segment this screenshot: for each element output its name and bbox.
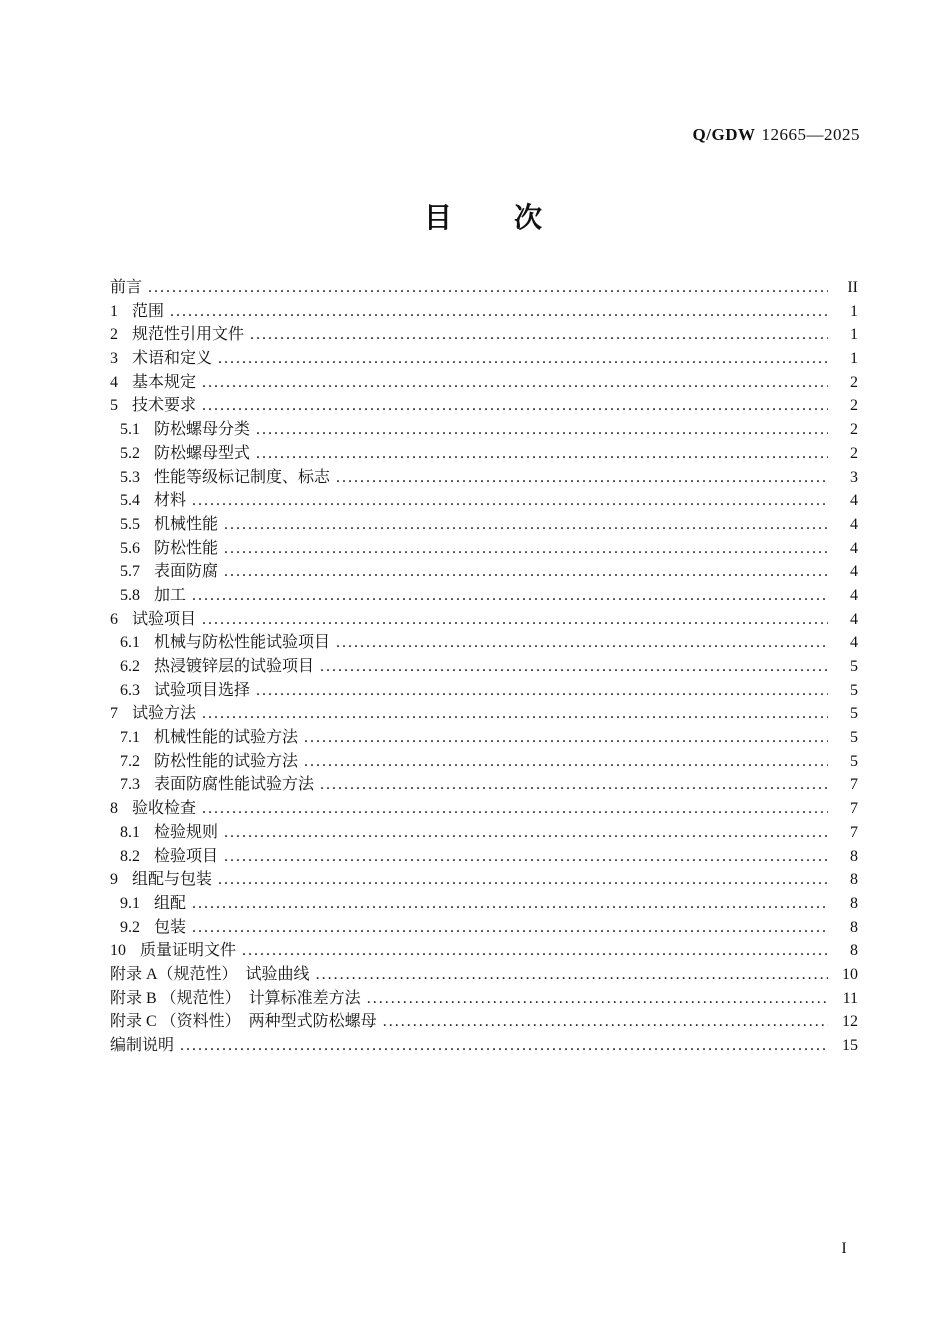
table-of-contents [110, 276, 858, 1058]
toc-entry-number: 10 [110, 942, 126, 960]
toc-entry [110, 513, 858, 537]
toc-entry-title: 检验规则 [154, 823, 219, 841]
dot-leader [320, 773, 828, 797]
toc-entry-page: 8 [850, 847, 858, 865]
toc-entry-page: 1 [850, 350, 858, 368]
toc-entry-number: 9.1 [120, 894, 140, 912]
toc-entry [110, 347, 858, 371]
toc-entry [110, 323, 858, 347]
toc-entry-number: 5.6 [120, 539, 140, 557]
toc-entry-title: 防松螺母分类 [154, 421, 251, 439]
dot-leader [202, 702, 828, 726]
toc-entry [110, 371, 858, 395]
toc-entry [110, 963, 858, 987]
dot-leader [192, 892, 828, 916]
toc-entry-number: 3 [110, 350, 118, 368]
toc-entry-page: 5 [850, 681, 858, 699]
toc-entry-page: 5 [850, 752, 858, 770]
standard-code-prefix: Q/GDW [692, 125, 756, 144]
toc-entry-page: 10 [842, 965, 858, 983]
toc-entry [110, 466, 858, 490]
dot-leader [320, 655, 828, 679]
toc-entry-number: 6.2 [120, 658, 140, 675]
standard-code-number: 12665—2025 [761, 125, 860, 144]
dot-leader [148, 276, 828, 300]
dot-leader [383, 1010, 828, 1034]
dot-leader [367, 987, 828, 1011]
toc-entry [110, 845, 858, 869]
toc-entry-number: 1 [110, 302, 118, 320]
toc-entry-title: 机械性能 [154, 515, 219, 533]
toc-entry-title: 热浸镀锌层的试验项目 [154, 658, 315, 675]
toc-entry-title: 组配与包装 [132, 871, 213, 889]
toc-entry-page: 4 [850, 563, 858, 581]
toc-entry-number: 4 [110, 373, 118, 391]
toc-entry [110, 394, 858, 418]
toc-entry [110, 442, 858, 466]
toc-entry-title: 附录 A（规范性） 试验曲线 [110, 965, 310, 983]
dot-leader [202, 608, 828, 632]
toc-entry-page: 15 [842, 1037, 858, 1054]
toc-entry-page: 11 [842, 989, 858, 1007]
toc-entry-number: 6 [110, 610, 118, 628]
toc-entry-number: 7.2 [120, 752, 140, 770]
toc-entry-page: 7 [850, 776, 858, 794]
dot-leader [224, 537, 828, 561]
dot-leader [202, 394, 828, 418]
toc-entry-number: 5.4 [120, 492, 140, 510]
toc-entry [110, 821, 858, 845]
toc-entry-title: 技术要求 [132, 397, 197, 415]
dot-leader [304, 750, 828, 774]
dot-leader [192, 916, 828, 940]
toc-entry [110, 537, 858, 561]
toc-entry-number: 7.1 [120, 729, 140, 747]
toc-entry-title: 试验项目选择 [154, 681, 251, 699]
toc-entry-page: 8 [850, 942, 858, 960]
toc-entry [110, 702, 858, 726]
dot-leader [256, 442, 828, 466]
toc-entry-title: 表面防腐性能试验方法 [154, 776, 315, 794]
toc-entry-page: II [847, 279, 858, 296]
toc-entry [110, 655, 858, 679]
toc-entry-title: 防松螺母型式 [154, 444, 251, 462]
dot-leader [224, 560, 828, 584]
toc-entry [110, 892, 858, 916]
toc-entry-number: 7.3 [120, 776, 140, 794]
toc-entry [110, 797, 858, 821]
toc-entry [110, 489, 858, 513]
toc-entry-page: 8 [850, 871, 858, 889]
dot-leader [242, 939, 828, 963]
toc-entry [110, 1010, 858, 1034]
toc-entry-page: 2 [850, 421, 858, 439]
toc-entry-number: 5.5 [120, 515, 140, 533]
toc-entry-page: 7 [850, 823, 858, 841]
toc-entry-page: 12 [842, 1013, 858, 1031]
dot-leader [336, 466, 828, 490]
toc-entry-title: 术语和定义 [132, 350, 213, 368]
toc-entry-page: 1 [850, 302, 858, 320]
dot-leader [224, 845, 828, 869]
toc-entry-page: 1 [850, 326, 858, 344]
toc-entry [110, 939, 858, 963]
toc-entry [110, 750, 858, 774]
toc-entry-number: 5 [110, 397, 118, 415]
toc-entry [110, 608, 858, 632]
toc-entry-number: 6.1 [120, 634, 140, 652]
toc-entry-title: 检验项目 [154, 847, 219, 865]
dot-leader [218, 868, 828, 892]
standard-code [693, 125, 860, 145]
toc-entry-title: 性能等级标记制度、标志 [154, 468, 331, 486]
toc-entry-title: 附录 C （资料性） 两种型式防松螺母 [110, 1013, 377, 1031]
toc-entry-number: 5.8 [120, 586, 140, 604]
toc-entry-title: 包装 [154, 918, 187, 936]
toc-entry-title: 防松性能的试验方法 [154, 752, 299, 770]
toc-entry-page: 5 [850, 705, 858, 723]
toc-entry-page: 2 [850, 373, 858, 391]
toc-entry-page: 2 [850, 397, 858, 415]
toc-entry-number: 9 [110, 871, 118, 889]
toc-entry [110, 868, 858, 892]
toc-entry-title: 质量证明文件 [140, 942, 237, 960]
toc-entry-title: 表面防腐 [154, 563, 219, 581]
toc-entry [110, 679, 858, 703]
toc-entry-page: 5 [850, 658, 858, 675]
toc-entry-number: 6.3 [120, 681, 140, 699]
toc-entry-title: 范围 [132, 302, 165, 320]
dot-leader [202, 797, 828, 821]
toc-entry-page: 5 [850, 729, 858, 747]
toc-entry [110, 773, 858, 797]
toc-entry [110, 631, 858, 655]
dot-leader [192, 489, 828, 513]
toc-entry-page: 4 [850, 492, 858, 510]
toc-entry-title: 试验方法 [132, 705, 197, 723]
toc-entry-title: 附录 B （规范性） 计算标准差方法 [110, 989, 361, 1007]
dot-leader [316, 963, 828, 987]
toc-entry-title: 验收检查 [132, 800, 197, 818]
toc-entry [110, 300, 858, 324]
dot-leader [224, 513, 828, 537]
page-number-footer: I [841, 1240, 847, 1257]
toc-entry [110, 584, 858, 608]
toc-entry-title: 加工 [154, 586, 187, 604]
dot-leader [250, 323, 828, 347]
toc-entry [110, 987, 858, 1011]
toc-entry-number: 5.3 [120, 468, 140, 486]
toc-entry-title: 规范性引用文件 [132, 326, 245, 344]
toc-entry-page: 3 [850, 468, 858, 486]
toc-entry [110, 726, 858, 750]
dot-leader [304, 726, 828, 750]
toc-entry [110, 276, 858, 300]
toc-entry [110, 418, 858, 442]
toc-entry-title: 编制说明 [110, 1037, 175, 1054]
toc-entry-title: 机械与防松性能试验项目 [154, 634, 331, 652]
toc-entry [110, 1034, 858, 1058]
toc-entry-title: 基本规定 [132, 373, 197, 391]
toc-entry-number: 5.2 [120, 444, 140, 462]
toc-entry-page: 4 [850, 515, 858, 533]
toc-entry-number: 7 [110, 705, 118, 723]
toc-entry-page: 2 [850, 444, 858, 462]
toc-entry-title: 防松性能 [154, 539, 219, 557]
toc-entry-page: 4 [850, 610, 858, 628]
toc-entry-page: 4 [850, 634, 858, 652]
toc-entry-number: 8.1 [120, 823, 140, 841]
toc-entry-page: 4 [850, 539, 858, 557]
toc-entry-number: 9.2 [120, 918, 140, 936]
dot-leader [218, 347, 828, 371]
toc-entry-title: 试验项目 [132, 610, 197, 628]
page-title: 目 次 [423, 203, 544, 234]
toc-entry-number: 2 [110, 326, 118, 344]
toc-entry-number: 5.1 [120, 421, 140, 439]
dot-leader [202, 371, 828, 395]
toc-entry-page: 8 [850, 918, 858, 936]
toc-entry-page: 8 [850, 894, 858, 912]
dot-leader [180, 1034, 828, 1058]
toc-entry-title: 前言 [110, 279, 143, 296]
toc-entry-title: 机械性能的试验方法 [154, 729, 299, 747]
dot-leader [336, 631, 828, 655]
toc-entry-number: 8.2 [120, 847, 140, 865]
dot-leader [170, 300, 828, 324]
toc-entry-page: 4 [850, 586, 858, 604]
dot-leader [224, 821, 828, 845]
toc-entry-number: 5.7 [120, 563, 140, 581]
toc-entry-page: 7 [850, 800, 858, 818]
toc-entry-title: 组配 [154, 894, 187, 912]
dot-leader [256, 418, 828, 442]
toc-entry [110, 560, 858, 584]
toc-entry-number: 8 [110, 800, 118, 818]
toc-entry-title: 材料 [154, 492, 187, 510]
toc-entry [110, 916, 858, 940]
dot-leader [256, 679, 828, 703]
dot-leader [192, 584, 828, 608]
